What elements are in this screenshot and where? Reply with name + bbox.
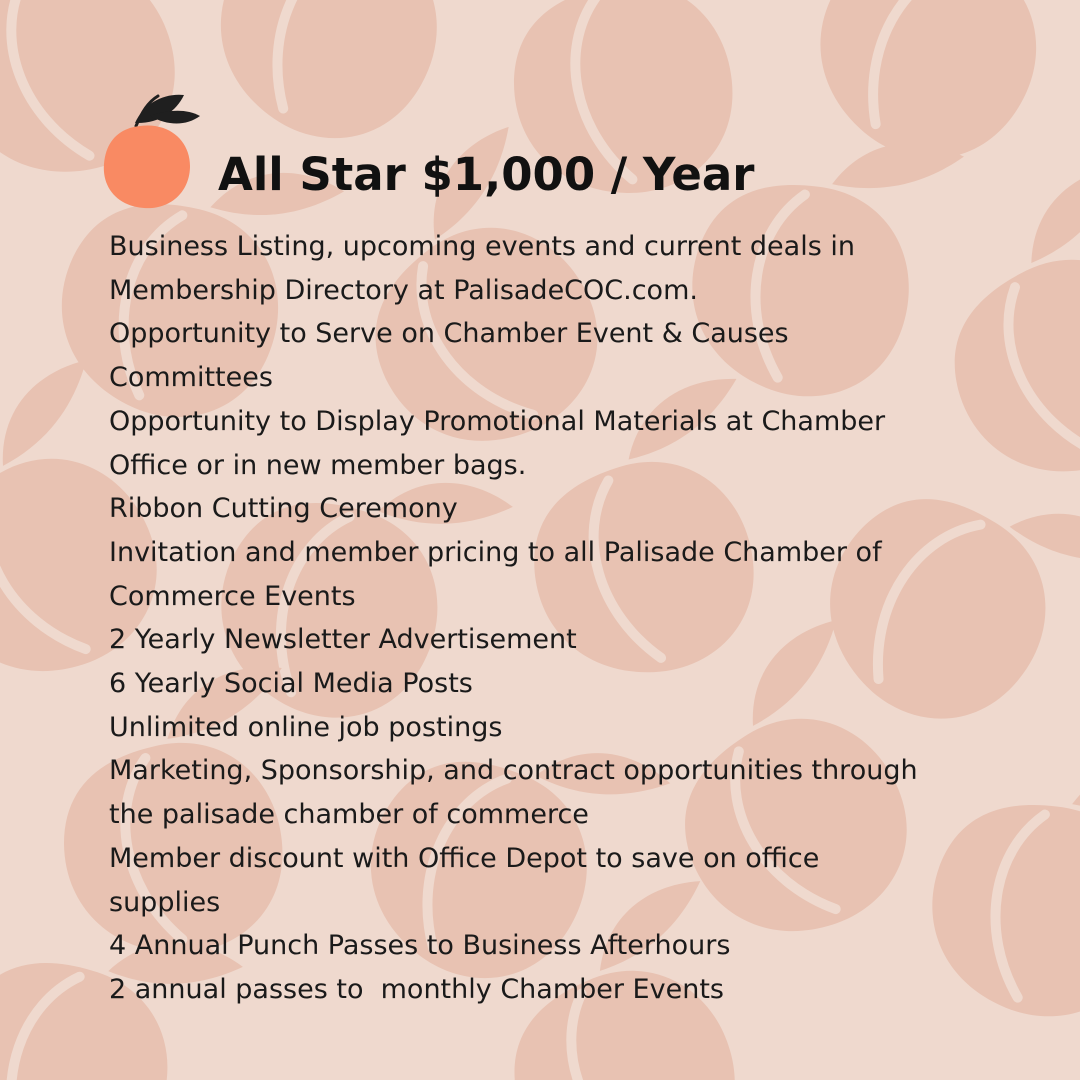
- benefit-line: 6 Yearly Social Media Posts: [109, 668, 473, 700]
- benefit-line: 4 Annual Punch Passes to Business Afterhours: [109, 930, 731, 962]
- benefit-line: Business Listing, upcoming events and current deals in: [109, 231, 855, 262]
- benefit-line: Marketing, Sponsorship, and contract opportunities through: [109, 755, 918, 787]
- benefit-line: 2 annual passes to monthly Chamber Events: [109, 973, 724, 1005]
- benefit-line: Unlimited online job postings: [109, 711, 503, 743]
- benefit-line: Committees: [109, 362, 273, 394]
- benefit-line: Office or in new member bags.: [109, 449, 527, 481]
- benefit-line: Member discount with Office Depot to save on office: [109, 842, 820, 874]
- benefit-line: the palisade chamber of commerce: [109, 799, 589, 831]
- benefit-line: Commerce Events: [109, 580, 356, 612]
- benefit-line: Ribbon Cutting Ceremony: [109, 493, 458, 525]
- peach-icon: [98, 86, 208, 214]
- benefit-line: supplies: [109, 886, 221, 918]
- benefit-line: Invitation and member pricing to all Palisade Chamber of: [109, 536, 882, 568]
- benefit-line: 2 Yearly Newsletter Advertisement: [109, 624, 577, 656]
- benefit-line: Opportunity to Serve on Chamber Event & Causes: [109, 318, 789, 350]
- benefits-list: [109, 225, 989, 1012]
- tier-title: All Star $1,000 / Year: [218, 148, 755, 201]
- benefit-line: Membership Directory at PalisadeCOC.com.: [109, 274, 698, 306]
- benefit-line: Opportunity to Display Promotional Materials at Chamber: [109, 405, 886, 437]
